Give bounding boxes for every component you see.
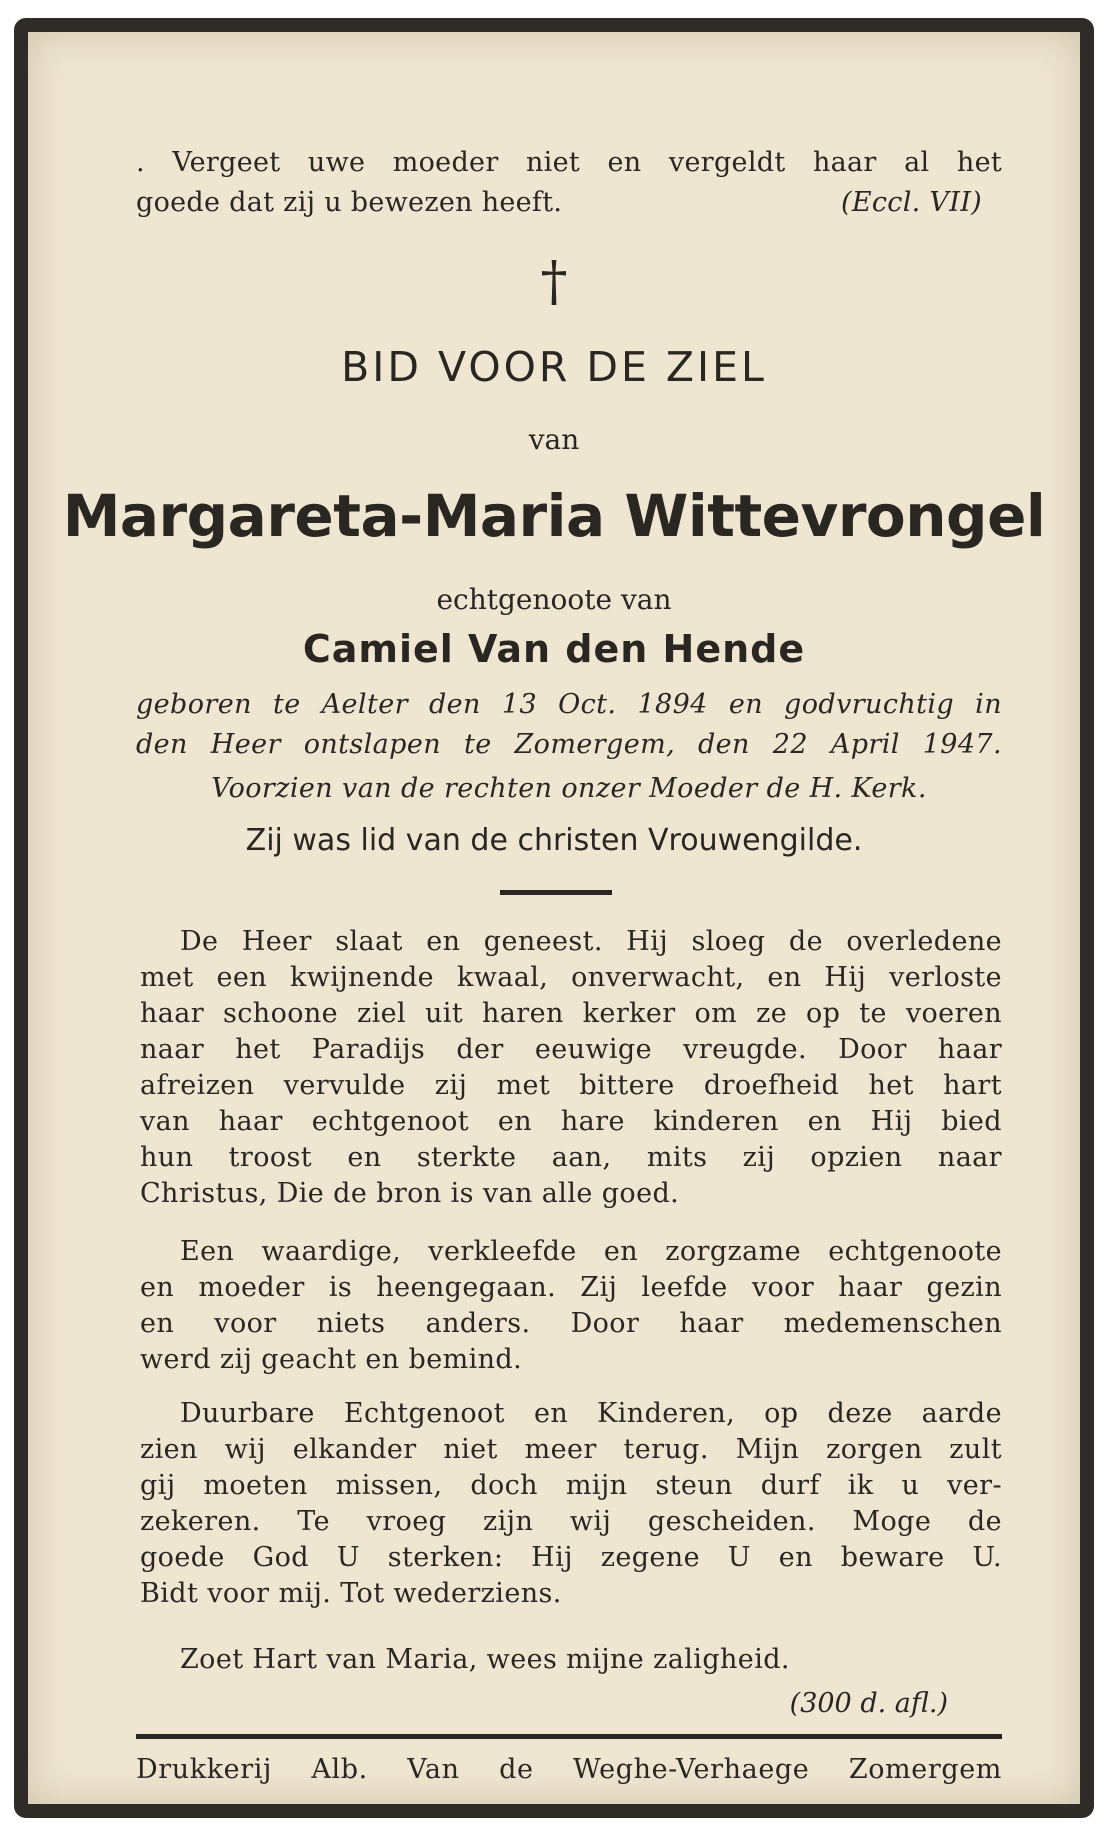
paragraph-line: Duurbare Echtgenoot en Kinderen, op deze aarde bbox=[180, 1398, 1002, 1429]
cross-icon: † bbox=[540, 250, 568, 313]
closing-prayer: Zoet Hart van Maria, wees mijne zaligheid. bbox=[180, 1644, 790, 1675]
epigraph-line-2 bbox=[136, 184, 1002, 222]
deceased-name: Margareta-Maria Wittevrongel bbox=[62, 482, 1046, 550]
dates-line-2: den Heer ontslapen te Zomergem, den 22 April 1947. bbox=[136, 729, 1002, 760]
guild-membership: Zij was lid van de christen Vrouwengilde. bbox=[245, 823, 863, 858]
heading: BID VOOR DE ZIEL bbox=[341, 343, 767, 391]
indulgence-note: (300 d. afl.) bbox=[789, 1688, 948, 1719]
paragraph-line: zekeren. Te vroeg zijn wij gescheiden. Moge de bbox=[140, 1506, 1002, 1537]
paragraph-line: naar het Paradijs der eeuwige vreugde. Door haar bbox=[140, 1034, 1002, 1065]
paragraph-line: Een waardige, verkleefde en zorgzame echtgenoote bbox=[180, 1236, 1002, 1267]
footer-rule bbox=[136, 1734, 1002, 1739]
paragraph-line: en voor niets anders. Door haar medemenschen bbox=[140, 1308, 1002, 1339]
paragraph-line: gij moeten missen, doch mijn steun durf ik u ver- bbox=[140, 1470, 1002, 1501]
epigraph-line-2-text: goede dat zij u bewezen heeft. bbox=[136, 187, 563, 218]
paragraph-line: hun troost en sterkte aan, mits zij opzien naar bbox=[140, 1142, 1002, 1173]
paragraph-line: Christus, Die de bron is van alle goed. bbox=[140, 1178, 680, 1209]
divider bbox=[500, 890, 612, 895]
paragraph-line: met een kwijnende kwaal, onverwacht, en Hij verloste bbox=[140, 962, 1002, 993]
paragraph-3 bbox=[140, 1396, 1002, 1612]
epigraph-line-1: . Vergeet uwe moeder niet en vergeldt haar al het bbox=[136, 147, 1002, 178]
memorial-card bbox=[14, 18, 1094, 1818]
paragraph-line: en moeder is heengegaan. Zij leefde voor haar gezin bbox=[140, 1272, 1002, 1303]
spouse-name: Camiel Van den Hende bbox=[302, 627, 806, 671]
paragraph-line: De Heer slaat en geneest. Hij sloeg de overledene bbox=[180, 926, 1002, 957]
spouse-intro: echtgenoote van bbox=[436, 583, 672, 616]
paragraph-line: afreizen vervulde zij met bittere droefheid het hart bbox=[140, 1070, 1002, 1101]
dates-line-1: geboren te Aelter den 13 Oct. 1894 en godvruchtig in bbox=[136, 689, 1002, 720]
van-label: van bbox=[528, 423, 580, 456]
paragraph-2 bbox=[140, 1234, 1002, 1378]
paragraph-line: goede God U sterken: Hij zegene U en beware U. bbox=[140, 1542, 1002, 1573]
paragraph-1 bbox=[140, 924, 1002, 1212]
printer-credit: Drukkerij Alb. Van de Weghe-Verhaege Zomergem bbox=[136, 1754, 1002, 1785]
paragraph-line: zien wij elkander niet meer terug. Mijn zorgen zult bbox=[140, 1434, 1002, 1465]
paragraph-line: Bidt voor mij. Tot wederziens. bbox=[140, 1578, 562, 1609]
paragraph-line: van haar echtgenoot en hare kinderen en Hij bied bbox=[140, 1106, 1002, 1137]
card-content bbox=[28, 32, 1080, 1804]
paragraph-line: haar schoone ziel uit haren kerker om ze op te voeren bbox=[140, 998, 1002, 1029]
dates-line-3: Voorzien van de rechten onzer Moeder de H. Kerk. bbox=[211, 773, 927, 804]
epigraph-reference: (Eccl. VII) bbox=[841, 187, 982, 218]
paragraph-line: werd zij geacht en bemind. bbox=[140, 1344, 523, 1375]
